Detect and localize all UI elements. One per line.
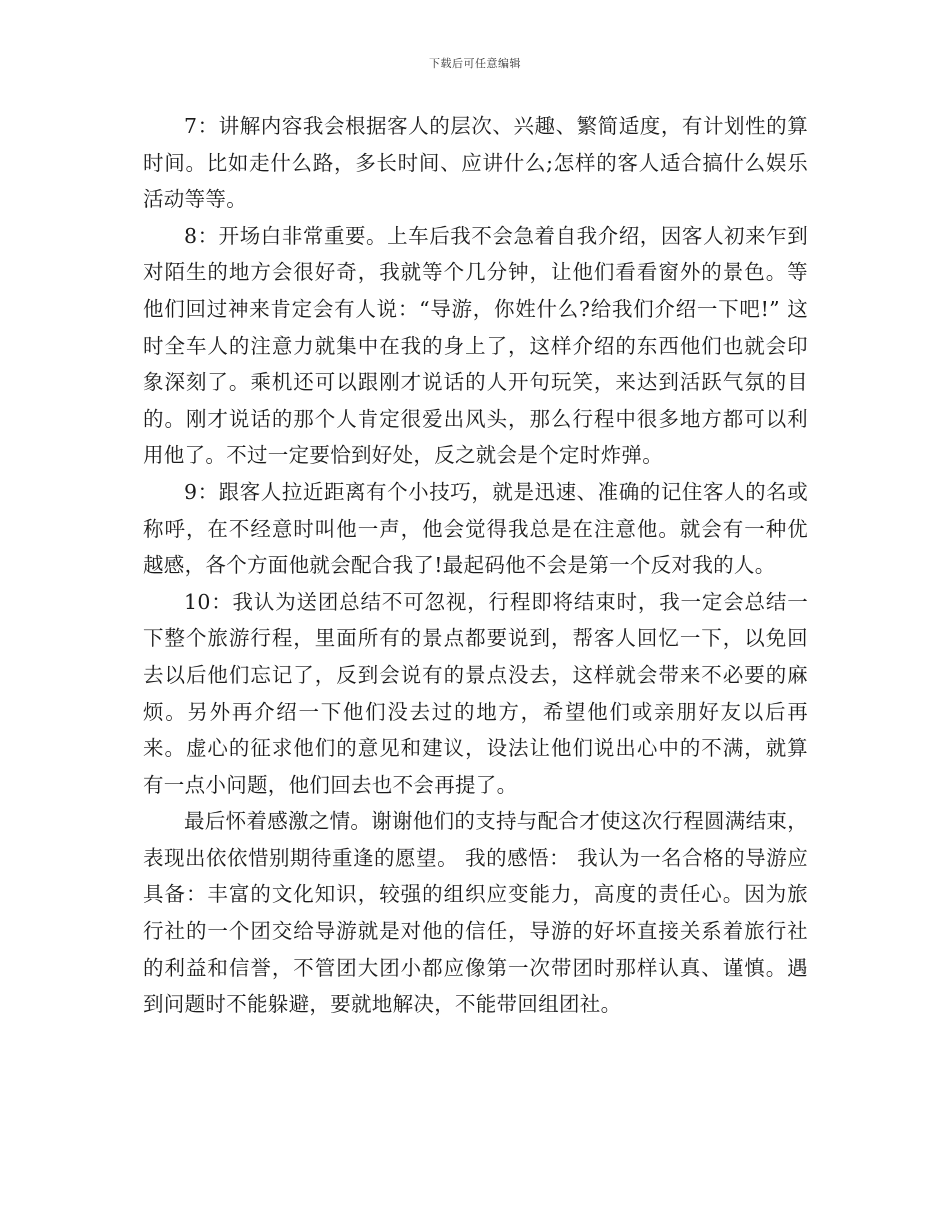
paragraph-7: 7：讲解内容我会根据客人的层次、兴趣、繁简适度，有计划性的算时间。比如走什么路，多长时间、应讲什么;怎样的客人适合搞什么娱乐活动等等。 bbox=[143, 114, 808, 212]
page-header: 下载后可任意编辑 bbox=[429, 57, 521, 70]
paragraph-10: 10：我认为送团总结不可忽视，行程即将结束时，我一定会总结一下整个旅游行程，里面所有的景点都要说到，帮客人回忆一下，以免回去以后他们忘记了，反到会说有的景点没去，这样就会带来不必要的麻烦。另外再介绍一下他们没去过的地方，希望他们或亲朋好友以后再来。虚心的征求他们的意见和建议，设法让他们说出心中的不满，就算有一点小问题，他们回去也不会再提了。 bbox=[143, 589, 808, 797]
document-body bbox=[143, 108, 808, 1023]
paragraph-9: 9：跟客人拉近距离有个小技巧，就是迅速、准确的记住客人的名或称呼，在不经意时叫他一声，他会觉得我总是在注意他。就会有一种优越感，各个方面他就会配合我了!最起码他不会是第一个反对我的人。 bbox=[143, 479, 808, 578]
paragraph-conclusion: 最后怀着感激之情。谢谢他们的支持与配合才使这次行程圆满结束，表现出依依惜别期待重逢的愿望。 我的感悟： 我认为一名合格的导游应具备：丰富的文化知识，较强的组织应变能力，高度的责任心。因为旅 行社的一个团交给导游就是对他的信任，导游的好坏直接关系着旅行社的利益和信誉，不管团大团小都应像第一次带团时那样认真、谨慎。遇到问题时不能躲避，要就地解决，不能带回组团社。 bbox=[143, 809, 808, 1017]
paragraph-8: 8：开场白非常重要。上车后我不会急着自我介绍，因客人初来乍到对陌生的地方会很好奇，我就等个几分钟，让他们看看窗外的景色。等他们回过神来肯定会有人说：“导游，你姓什么?给我们介绍一下吧!” 这时全车人的注意力就集中在我的身上了，这样介绍的东西他们也就会印象深刻了。乘机还可以跟刚才说话的人开句玩笑，来达到活跃气氛的目的。刚才说话的那个人肯定很爱出风头，那么行程中很多地方都可以利用他了。不过一定要恰到好处，反之就会是个定时炸弹。 bbox=[143, 223, 808, 468]
